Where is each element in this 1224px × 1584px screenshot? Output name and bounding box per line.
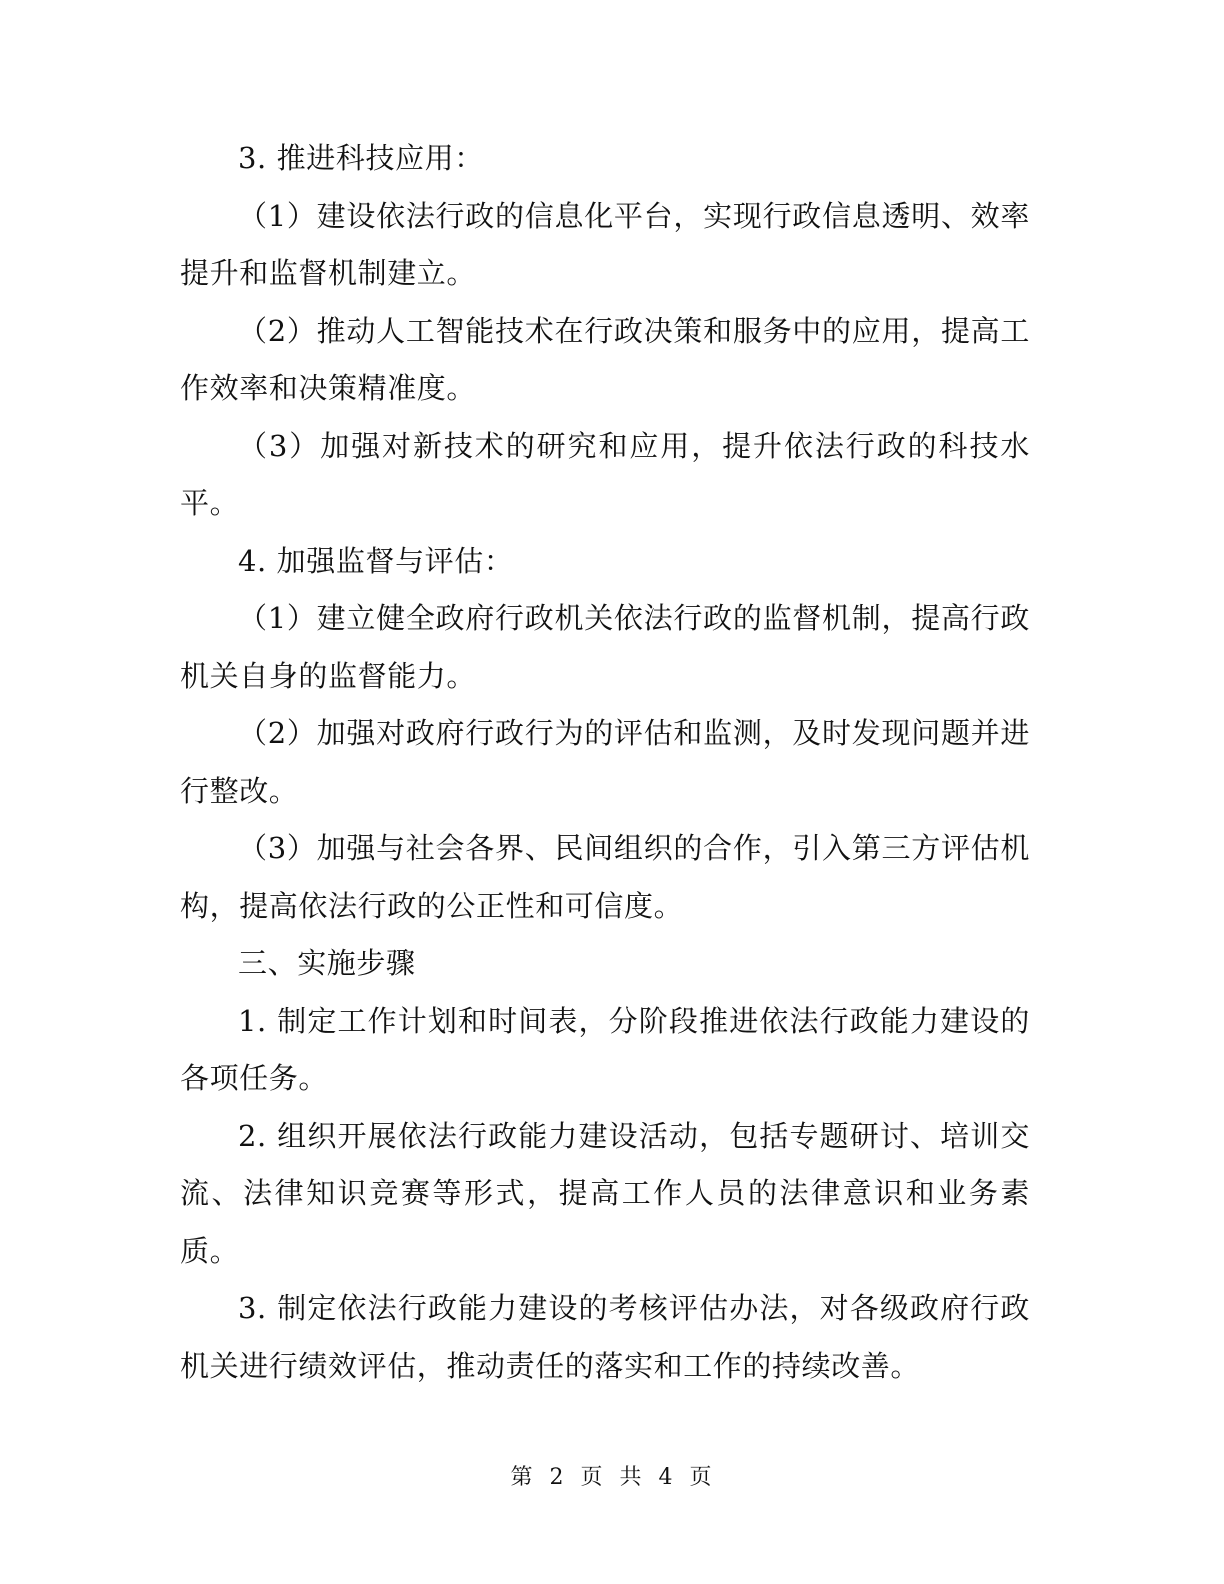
paragraph-supervision-2: （2）加强对政府行政行为的评估和监测，及时发现问题并进行整改。	[180, 716, 1030, 808]
paragraph-step-2: 2. 组织开展依法行政能力建设活动，包括专题研讨、培训交流、法律知识竞赛等形式，提高工作人员的法律意识和业务素质。	[180, 1118, 1030, 1268]
paragraph-tech-2: （2）推动人工智能技术在行政决策和服务中的应用，提高工作效率和决策精准度。	[180, 313, 1030, 405]
document-body	[180, 130, 1030, 1395]
section-heading-steps: 三、实施步骤	[238, 946, 416, 980]
section-heading-supervision: 4. 加强监督与评估：	[238, 543, 514, 578]
paragraph-supervision-1: （1）建立健全政府行政机关依法行政的监督机制，提高行政机关自身的监督能力。	[180, 601, 1030, 693]
section-heading-tech: 3. 推进科技应用：	[238, 141, 484, 175]
paragraph-tech-3: （3）加强对新技术的研究和应用，提升依法行政的科技水平。	[180, 428, 1030, 520]
page-footer: 第 2 页 共 4 页	[510, 1465, 714, 1490]
paragraph-step-3: 3. 制定依法行政能力建设的考核评估办法，对各级政府行政机关进行绩效评估，推动责任的落实和工作的持续改善。	[180, 1291, 1030, 1383]
paragraph-supervision-3: （3）加强与社会各界、民间组织的合作，引入第三方评估机构，提高依法行政的公正性和可信度。	[180, 831, 1030, 923]
paragraph-tech-1: （1）建设依法行政的信息化平台，实现行政信息透明、效率提升和监督机制建立。	[180, 198, 1030, 290]
paragraph-step-1: 1. 制定工作计划和时间表，分阶段推进依法行政能力建设的各项任务。	[180, 1003, 1030, 1095]
